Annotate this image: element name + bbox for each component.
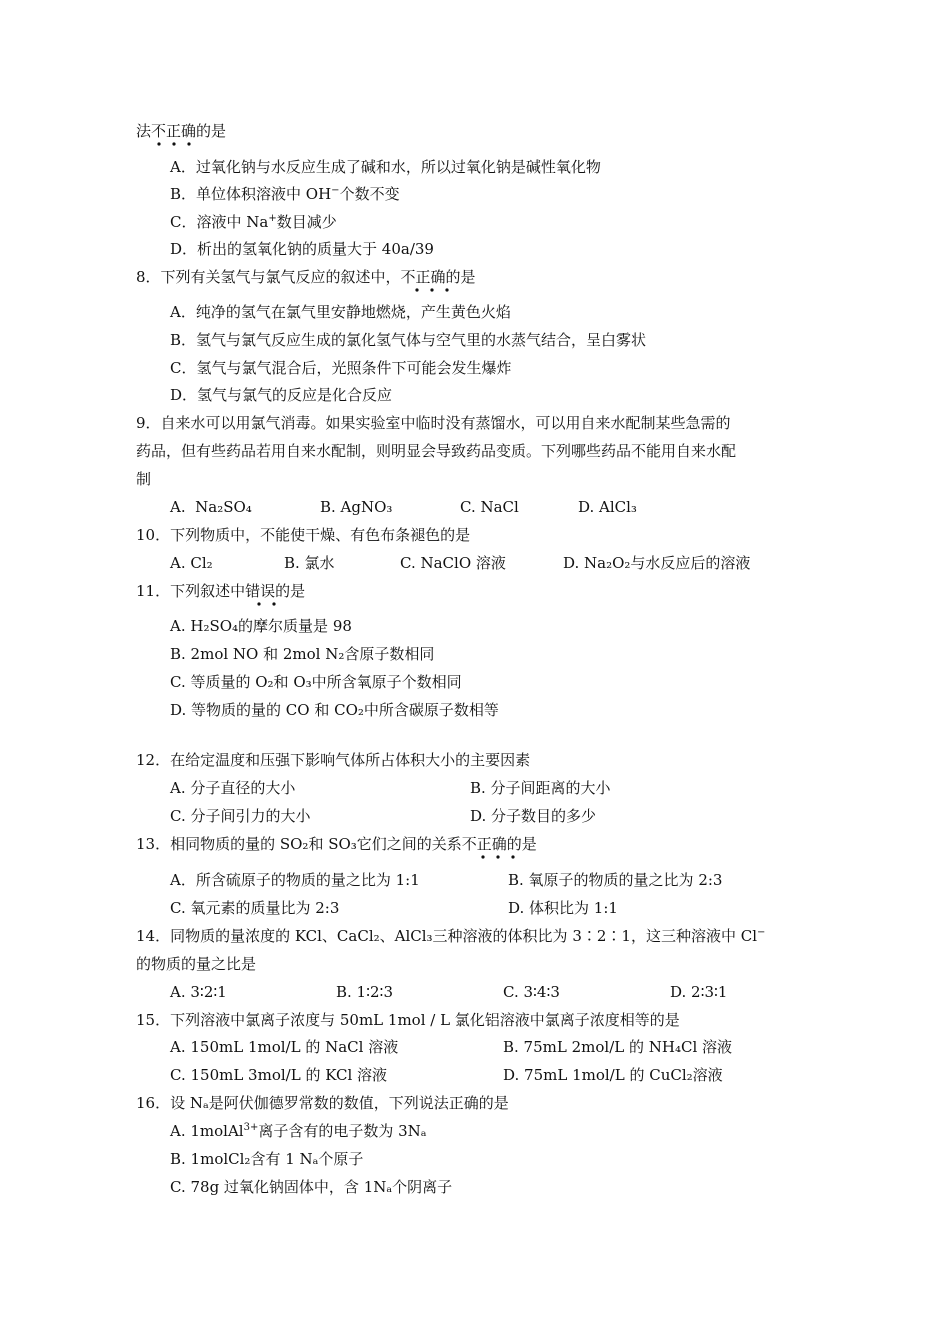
- emphasis-dot: [157, 142, 160, 145]
- emphasis-dot: [496, 855, 499, 858]
- q10-stem: 10．下列物质中，不能使干燥、有色布条褪色的是: [136, 526, 471, 544]
- q13-option-b: B. 氧原子的物质的量之比为 2:3: [508, 871, 723, 889]
- q13-option-d: D. 体积比为 1:1: [508, 899, 618, 917]
- q10-option-d: D. Na₂O₂与水反应后的溶液: [563, 554, 751, 572]
- q14-option-c: C. 3∶4∶3: [503, 983, 560, 1001]
- emphasis-dot: [430, 288, 433, 291]
- q9-stem-line3: 制: [136, 470, 152, 488]
- q14-option-b: B. 1∶2∶3: [336, 983, 393, 1001]
- q8-stem: 8．下列有关氢气与氯气反应的叙述中，不正确的是: [136, 268, 476, 286]
- q7-option-a: A．过氧化钠与水反应生成了碱和水，所以过氧化钠是碱性氧化物: [170, 158, 601, 176]
- q12-option-b: B. 分子间距离的大小: [470, 779, 611, 797]
- q10-option-a: A. Cl₂: [170, 554, 213, 572]
- q8-option-a: A．纯净的氢气在氯气里安静地燃烧，产生黄色火焰: [170, 303, 511, 321]
- q15-option-c: C. 150mL 3mol/L 的 KCl 溶液: [170, 1066, 388, 1084]
- q15-option-a: A. 150mL 1mol/L 的 NaCl 溶液: [170, 1038, 399, 1056]
- q9-stem-line1: 9．自来水可以用氯气消毒。如果实验室中临时没有蒸馏水，可以用自来水配制某些急需的: [136, 414, 731, 432]
- emphasis-dot: [272, 602, 275, 605]
- emphasis-dot: [445, 288, 448, 291]
- q13-option-c: C. 氧元素的质量比为 2:3: [170, 899, 340, 917]
- q16-option-c: C. 78g 过氧化钠固体中，含 1Nₐ个阴离子: [170, 1178, 453, 1196]
- emphasis-dot: [415, 288, 418, 291]
- q12-option-d: D. 分子数目的多少: [470, 807, 597, 825]
- q15-stem: 15．下列溶液中氯离子浓度与 50mL 1mol / L 氯化铝溶液中氯离子浓度相等的是: [136, 1011, 680, 1029]
- q13-stem: 13．相同物质的量的 SO₂和 SO₃它们之间的关系不正确的是: [136, 835, 537, 853]
- q7-option-d: D．析出的氢氧化钠的质量大于 40a/39: [170, 240, 434, 258]
- q7-option-b: B．单位体积溶液中 OH−个数不变: [170, 185, 400, 203]
- q11-option-b: B. 2mol NO 和 2mol N₂含原子数相同: [170, 645, 435, 663]
- q12-stem: 12．在给定温度和压强下影响气体所占体积大小的主要因素: [136, 751, 531, 769]
- q14-stem-line1: 14．同物质的量浓度的 KCl、CaCl₂、AlCl₃三种溶液的体积比为 3∶2∶1，这三种溶液中 Cl−: [136, 927, 766, 945]
- q9-option-d: D. AlCl₃: [578, 498, 637, 516]
- q14-option-d: D. 2∶3∶1: [670, 983, 728, 1001]
- q16-stem: 16．设 Nₐ是阿伏伽德罗常数的数值，下列说法正确的是: [136, 1094, 509, 1112]
- q9-stem-line2: 药品，但有些药品若用自来水配制，则明显会导致药品变质。下列哪些药品不能用自来水配: [136, 442, 737, 460]
- emphasis-dot: [481, 855, 484, 858]
- q10-option-c: C. NaClO 溶液: [400, 554, 506, 572]
- q7-stem-tail: 法不正确的是: [136, 122, 227, 140]
- q9-option-a: A. Na₂SO₄: [170, 498, 252, 516]
- emphasis-dot: [172, 142, 175, 145]
- q12-option-a: A. 分子直径的大小: [170, 779, 296, 797]
- q14-stem-line2: 的物质的量之比是: [136, 955, 257, 973]
- q13-option-a: A．所含硫原子的物质的量之比为 1:1: [170, 871, 420, 889]
- q8-option-d: D．氢气与氯气的反应是化合反应: [170, 386, 393, 404]
- q11-option-d: D. 等物质的量的 CO 和 CO₂中所含碳原子数相等: [170, 701, 499, 719]
- q9-option-c: C. NaCl: [460, 498, 519, 516]
- emphasis-dot: [511, 855, 514, 858]
- q7-option-c: C．溶液中 Na+数目减少: [170, 213, 337, 231]
- emphasis-dot: [187, 142, 190, 145]
- q16-option-a: A. 1molAl$^{3+}$离子含有的电子数为 3Nₐ: [170, 1122, 427, 1140]
- q16-option-b: B. 1molCl₂含有 1 Nₐ个原子: [170, 1150, 364, 1168]
- q11-stem: 11．下列叙述中错误的是: [136, 582, 306, 600]
- q8-option-c: C．氢气与氯气混合后，光照条件下可能会发生爆炸: [170, 359, 512, 377]
- emphasis-dot: [257, 602, 260, 605]
- q15-option-d: D. 75mL 1mol/L 的 CuCl₂溶液: [503, 1066, 723, 1084]
- q9-option-b: B. AgNO₃: [320, 498, 393, 516]
- q12-option-c: C. 分子间引力的大小: [170, 807, 311, 825]
- q11-option-c: C. 等质量的 O₂和 O₃中所含氧原子个数相同: [170, 673, 462, 691]
- q11-option-a: A. H₂SO₄的摩尔质量是 98: [170, 617, 352, 635]
- q8-option-b: B．氢气与氯气反应生成的氯化氢气体与空气里的水蒸气结合，呈白雾状: [170, 331, 647, 349]
- q15-option-b: B. 75mL 2mol/L 的 NH₄Cl 溶液: [503, 1038, 733, 1056]
- q14-option-a: A. 3∶2∶1: [170, 983, 227, 1001]
- q10-option-b: B. 氯水: [284, 554, 335, 572]
